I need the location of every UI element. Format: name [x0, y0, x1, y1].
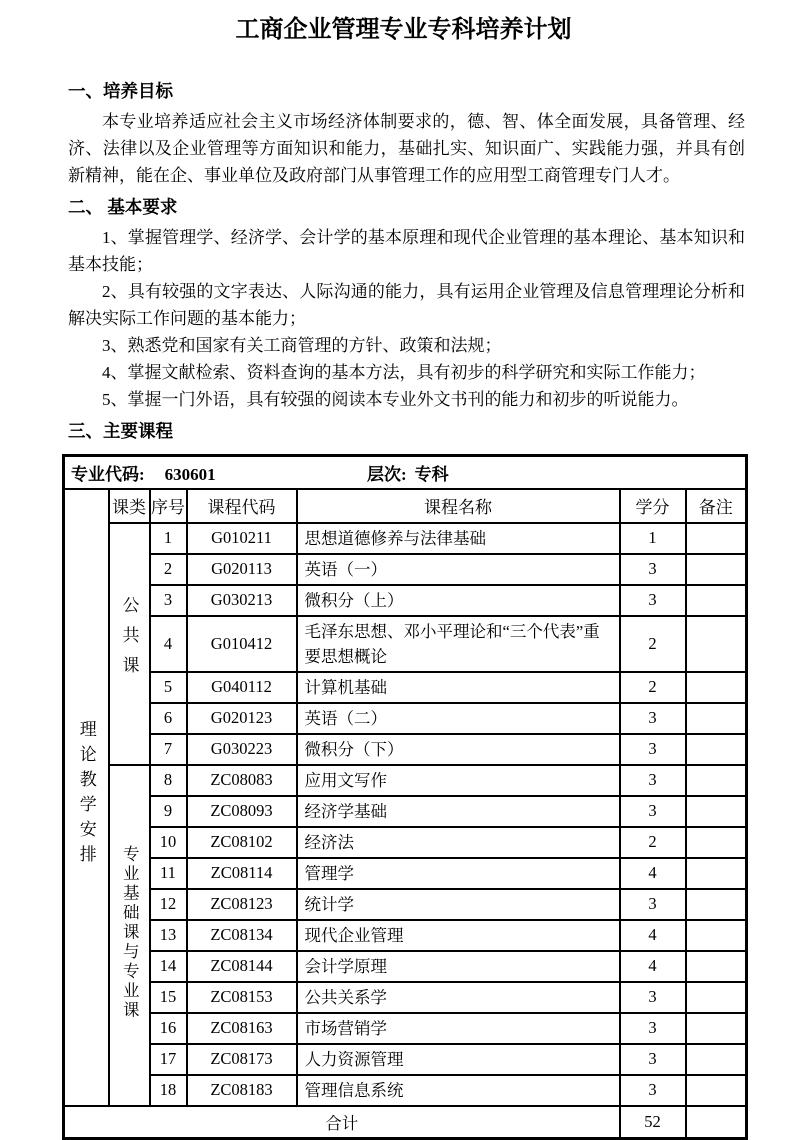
course-code: G030223	[187, 734, 297, 765]
table-row	[64, 920, 747, 951]
table-row	[64, 616, 747, 672]
course-name: 微积分（下）	[297, 734, 620, 765]
course-credits: 3	[620, 1044, 686, 1075]
course-code: G030213	[187, 585, 297, 616]
course-credits: 3	[620, 1075, 686, 1106]
course-name: 经济学基础	[297, 796, 620, 827]
table-row	[64, 1013, 747, 1044]
table-row	[64, 951, 747, 982]
course-code: ZC08144	[187, 951, 297, 982]
course-remark	[686, 858, 747, 889]
course-remark	[686, 982, 747, 1013]
goal-paragraph: 本专业培养适应社会主义市场经济体制要求的，德、智、体全面发展，具备管理、经济、法律以及企业管理等方面知识和能力，基础扎实、知识面广、实践能力强，并具有创新精神，能在企、事业单位及政府部门从事管理工作的应用型工商管理专门人才。	[68, 112, 745, 185]
row-index: 12	[150, 889, 187, 920]
course-code: ZC08093	[187, 796, 297, 827]
course-code: ZC08134	[187, 920, 297, 951]
header-course-name: 课程名称	[297, 489, 620, 523]
course-remark	[686, 585, 747, 616]
course-name: 公共关系学	[297, 982, 620, 1013]
course-code: ZC08183	[187, 1075, 297, 1106]
major-code-label: 专业代码:	[71, 464, 145, 484]
table-row	[64, 889, 747, 920]
course-name: 经济法	[297, 827, 620, 858]
info-cell	[64, 456, 747, 489]
header-course-type: 课类	[109, 489, 150, 523]
table-row	[64, 734, 747, 765]
course-code: ZC08163	[187, 1013, 297, 1044]
row-index: 2	[150, 554, 187, 585]
table-total-row	[64, 1106, 747, 1139]
section-heading-goal: 一、培养目标	[68, 81, 173, 101]
header-index: 序号	[150, 489, 187, 523]
course-name: 统计学	[297, 889, 620, 920]
course-remark	[686, 920, 747, 951]
course-code: G010211	[187, 523, 297, 554]
table-row	[64, 703, 747, 734]
header-course-code: 课程代码	[187, 489, 297, 523]
row-index: 17	[150, 1044, 187, 1075]
table-row	[64, 982, 747, 1013]
row-index: 5	[150, 672, 187, 703]
row-index: 7	[150, 734, 187, 765]
course-remark	[686, 889, 747, 920]
total-label: 合计	[64, 1106, 620, 1139]
course-group-cell	[109, 765, 150, 1106]
requirement-item: 2、具有较强的文字表达、人际沟通的能力，具有运用企业管理及信息管理理论分析和解决实际工作问题的基本能力；	[68, 282, 745, 328]
course-credits: 2	[620, 827, 686, 858]
table-row	[64, 858, 747, 889]
level-value: 专科	[414, 464, 449, 484]
major-code-value: 630601	[164, 464, 216, 484]
course-credits: 3	[620, 734, 686, 765]
course-credits: 3	[620, 554, 686, 585]
course-remark	[686, 765, 747, 796]
table-row	[64, 827, 747, 858]
row-index: 15	[150, 982, 187, 1013]
row-index: 10	[150, 827, 187, 858]
row-index: 1	[150, 523, 187, 554]
total-remark	[686, 1106, 747, 1139]
table-row	[64, 585, 747, 616]
course-remark	[686, 1044, 747, 1075]
course-credits: 3	[620, 889, 686, 920]
course-table-body	[64, 456, 747, 1139]
course-credits: 3	[620, 703, 686, 734]
course-code: G040112	[187, 672, 297, 703]
course-name: 英语（二）	[297, 703, 620, 734]
row-index: 13	[150, 920, 187, 951]
course-credits: 2	[620, 672, 686, 703]
course-code: G010412	[187, 616, 297, 672]
header-remarks: 备注	[686, 489, 747, 523]
course-code: G020113	[187, 554, 297, 585]
course-code: ZC08083	[187, 765, 297, 796]
course-remark	[686, 1013, 747, 1044]
course-code: ZC08102	[187, 827, 297, 858]
course-credits: 3	[620, 796, 686, 827]
row-group-label-cell	[64, 489, 109, 1106]
course-remark	[686, 1075, 747, 1106]
course-name: 现代企业管理	[297, 920, 620, 951]
table-row	[64, 765, 747, 796]
course-name: 英语（一）	[297, 554, 620, 585]
course-remark	[686, 734, 747, 765]
major-code-part	[71, 460, 367, 485]
course-credits: 4	[620, 858, 686, 889]
course-group-label: 专业基础课与专业课	[120, 844, 140, 1021]
row-index: 4	[150, 616, 187, 672]
table-row	[64, 796, 747, 827]
course-credits: 3	[620, 765, 686, 796]
course-name: 微积分（上）	[297, 585, 620, 616]
row-index: 6	[150, 703, 187, 734]
course-name: 思想道德修养与法律基础	[297, 523, 620, 554]
course-group-cell	[109, 523, 150, 765]
table-row	[64, 554, 747, 585]
course-remark	[686, 827, 747, 858]
course-credits: 2	[620, 616, 686, 672]
course-remark	[686, 672, 747, 703]
row-index: 11	[150, 858, 187, 889]
course-table	[62, 454, 748, 1140]
table-row	[64, 1044, 747, 1075]
course-remark	[686, 703, 747, 734]
table-info-row	[64, 456, 747, 489]
section-heading-requirements: 二、 基本要求	[68, 197, 178, 217]
course-code: G020123	[187, 703, 297, 734]
course-remark	[686, 523, 747, 554]
course-code: ZC08114	[187, 858, 297, 889]
header-credits: 学分	[620, 489, 686, 523]
row-index: 14	[150, 951, 187, 982]
section-heading-courses: 三、主要课程	[68, 421, 173, 441]
course-remark	[686, 796, 747, 827]
row-index: 9	[150, 796, 187, 827]
table-header-row	[64, 489, 747, 523]
course-name: 管理信息系统	[297, 1075, 620, 1106]
course-code: ZC08123	[187, 889, 297, 920]
course-name: 会计学原理	[297, 951, 620, 982]
course-credits: 4	[620, 920, 686, 951]
requirement-item: 1、掌握管理学、经济学、会计学的基本原理和现代企业管理的基本理论、基本知识和基本技能；	[68, 228, 745, 274]
requirement-item: 4、掌握文献检索、资料查询的基本方法，具有初步的科学研究和实际工作能力；	[102, 363, 706, 382]
level-label: 层次:	[367, 464, 407, 484]
row-index: 16	[150, 1013, 187, 1044]
row-group-label: 理论教学安排	[76, 719, 96, 870]
requirement-item: 5、掌握一门外语，具有较强的阅读本专业外文书刊的能力和初步的听说能力。	[102, 390, 689, 409]
course-remark	[686, 554, 747, 585]
page-title: 工商企业管理专业专科培养计划	[235, 16, 572, 43]
course-credits: 3	[620, 982, 686, 1013]
course-name: 人力资源管理	[297, 1044, 620, 1075]
course-name: 毛泽东思想、邓小平理论和“三个代表”重要思想概论	[297, 616, 620, 672]
course-group-label: 公共课	[119, 596, 139, 686]
course-remark	[686, 616, 747, 672]
total-credits: 52	[620, 1106, 686, 1139]
row-index: 8	[150, 765, 187, 796]
table-row	[64, 523, 747, 554]
row-index: 18	[150, 1075, 187, 1106]
course-name: 应用文写作	[297, 765, 620, 796]
table-row	[64, 1075, 747, 1106]
course-name: 市场营销学	[297, 1013, 620, 1044]
course-credits: 1	[620, 523, 686, 554]
course-remark	[686, 951, 747, 982]
course-name: 计算机基础	[297, 672, 620, 703]
course-code: ZC08153	[187, 982, 297, 1013]
requirement-item: 3、熟悉党和国家有关工商管理的方针、政策和法规；	[102, 336, 502, 355]
course-code: ZC08173	[187, 1044, 297, 1075]
table-row	[64, 672, 747, 703]
row-index: 3	[150, 585, 187, 616]
course-credits: 3	[620, 1013, 686, 1044]
course-credits: 3	[620, 585, 686, 616]
course-name: 管理学	[297, 858, 620, 889]
course-credits: 4	[620, 951, 686, 982]
